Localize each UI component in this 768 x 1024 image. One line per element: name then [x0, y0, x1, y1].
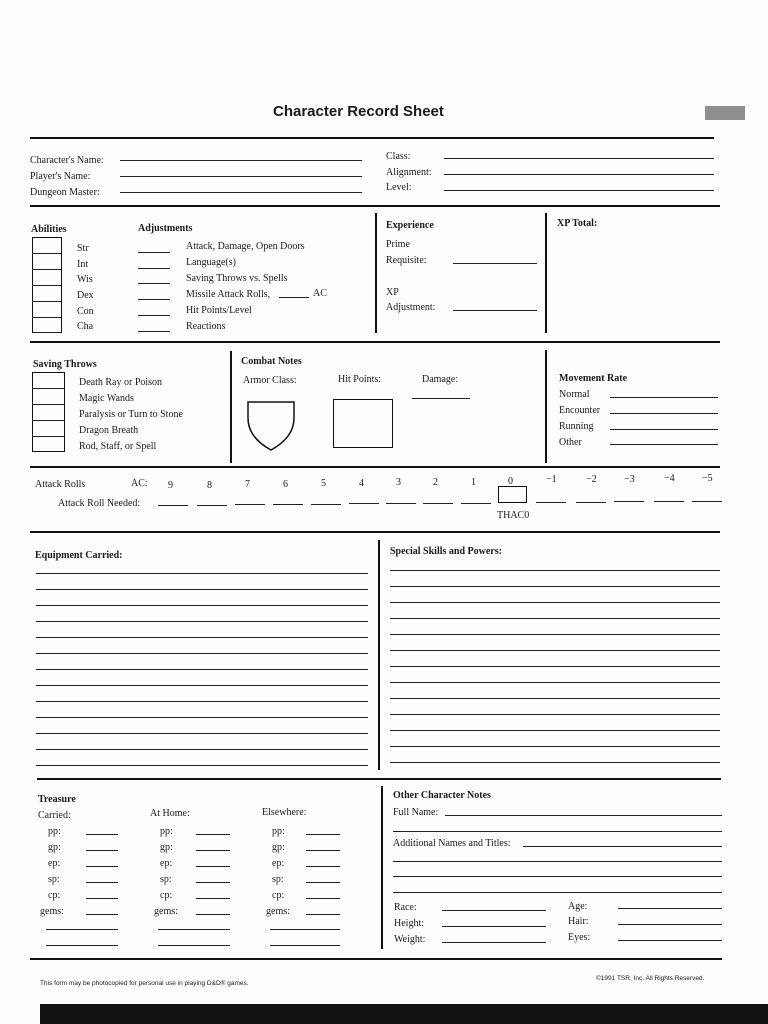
- gems-line[interactable]: [46, 945, 118, 946]
- class-field[interactable]: [444, 158, 714, 159]
- adjustment-label: Saving Throws vs. Spells: [186, 273, 288, 284]
- coin-field[interactable]: [306, 914, 340, 915]
- attack-roll-field[interactable]: [654, 501, 684, 502]
- adjustment-field[interactable]: [138, 268, 170, 269]
- attack-roll-field[interactable]: [692, 501, 722, 502]
- missile-ac-field[interactable]: [279, 297, 309, 298]
- movement-heading: Movement Rate: [559, 373, 628, 384]
- full-name-field[interactable]: [445, 815, 722, 816]
- coin-label: pp:: [272, 826, 285, 837]
- coin-label: gems:: [266, 906, 290, 917]
- ac-value: 6: [283, 479, 288, 490]
- attack-roll-field[interactable]: [311, 504, 341, 505]
- race-field[interactable]: [442, 910, 546, 911]
- coin-field[interactable]: [86, 914, 118, 915]
- dungeon-master-label: Dungeon Master:: [30, 187, 100, 198]
- ac-value: −3: [624, 474, 635, 485]
- divider: [381, 786, 383, 949]
- divider: [30, 205, 720, 207]
- treasure-column-label: At Home:: [150, 808, 190, 819]
- divider: [378, 540, 380, 770]
- hit-points-box[interactable]: [333, 399, 393, 448]
- divider: [230, 351, 232, 463]
- ac-value: 8: [207, 480, 212, 491]
- skills-line[interactable]: [390, 650, 720, 651]
- adjustment-field[interactable]: [138, 315, 170, 316]
- movement-field[interactable]: [610, 429, 718, 430]
- skills-line[interactable]: [390, 602, 720, 603]
- equipment-line[interactable]: [36, 733, 368, 734]
- ac-value: −4: [664, 473, 675, 484]
- gems-line[interactable]: [158, 929, 230, 930]
- movement-label: Other: [559, 437, 582, 448]
- coin-field[interactable]: [306, 882, 340, 883]
- equipment-line[interactable]: [36, 765, 368, 766]
- coin-label: gp:: [272, 842, 285, 853]
- weight-label: Weight:: [394, 934, 426, 945]
- saving-throw-boxes: [32, 372, 65, 452]
- divider: [37, 778, 721, 780]
- saving-throw-label: Paralysis or Turn to Stone: [79, 409, 183, 420]
- coin-label: sp:: [48, 874, 60, 885]
- equipment-heading: Equipment Carried:: [35, 550, 123, 561]
- height-field[interactable]: [442, 926, 546, 927]
- coin-label: ep:: [160, 858, 173, 869]
- coin-label: gp:: [48, 842, 61, 853]
- skills-heading: Special Skills and Powers:: [390, 546, 502, 557]
- treasure-column-label: Carried:: [38, 810, 71, 821]
- player-name-field[interactable]: [120, 176, 362, 177]
- coin-label: pp:: [48, 826, 61, 837]
- equipment-line[interactable]: [36, 637, 368, 638]
- saving-throws-heading: Saving Throws: [33, 359, 97, 370]
- ac-value: −5: [702, 473, 713, 484]
- movement-field[interactable]: [610, 413, 718, 414]
- divider: [545, 350, 547, 463]
- equipment-line[interactable]: [36, 573, 368, 574]
- race-label: Race:: [394, 902, 417, 913]
- xp-label: XP: [386, 287, 399, 298]
- coin-label: sp:: [272, 874, 284, 885]
- xp-adjustment-field[interactable]: [453, 310, 537, 311]
- coin-field[interactable]: [86, 850, 118, 851]
- attack-roll-field[interactable]: [461, 503, 491, 504]
- saving-throw-label: Dragon Breath: [79, 425, 139, 436]
- ac-value: 3: [396, 477, 401, 488]
- divider: [30, 341, 720, 343]
- treasure-column-label: Elsewhere:: [262, 807, 307, 818]
- equipment-line[interactable]: [36, 685, 368, 686]
- equipment-line[interactable]: [36, 669, 368, 670]
- coin-field[interactable]: [306, 850, 340, 851]
- page-title: Character Record Sheet: [273, 103, 444, 120]
- thaco-box[interactable]: [498, 486, 527, 503]
- divider: [545, 213, 547, 333]
- attack-roll-field[interactable]: [349, 503, 379, 504]
- combat-notes-heading: Combat Notes: [241, 356, 302, 367]
- other-notes-heading: Other Character Notes: [393, 790, 491, 801]
- weight-field[interactable]: [442, 942, 546, 943]
- abilities-heading: Abilities: [31, 224, 67, 235]
- equipment-line[interactable]: [36, 653, 368, 654]
- eyes-label: Eyes:: [568, 932, 591, 943]
- coin-label: sp:: [160, 874, 172, 885]
- coin-field[interactable]: [196, 866, 230, 867]
- ability-wis: Wis: [77, 274, 93, 285]
- coin-label: cp:: [48, 890, 61, 901]
- coin-field[interactable]: [86, 866, 118, 867]
- gems-line[interactable]: [270, 945, 340, 946]
- divider: [30, 958, 722, 960]
- ability-cha: Cha: [77, 321, 94, 332]
- notes-line[interactable]: [393, 861, 722, 862]
- divider: [30, 531, 720, 533]
- adjustment-label: Reactions: [186, 321, 226, 332]
- coin-field[interactable]: [86, 834, 118, 835]
- skills-line[interactable]: [390, 570, 720, 571]
- age-field[interactable]: [618, 908, 722, 909]
- attack-roll-field[interactable]: [423, 503, 453, 504]
- attack-rolls-label: Attack Rolls: [35, 479, 86, 490]
- saving-throw-label: Rod, Staff, or Spell: [79, 441, 157, 452]
- movement-label: Encounter: [559, 405, 601, 416]
- scan-edge: [40, 1004, 768, 1024]
- divider: [375, 213, 377, 333]
- coin-field[interactable]: [86, 898, 118, 899]
- equipment-line[interactable]: [36, 589, 368, 590]
- dungeon-master-field[interactable]: [120, 192, 362, 193]
- adjustment-label: Missile Attack Rolls,: [186, 289, 271, 300]
- saving-throw-label: Magic Wands: [79, 393, 134, 404]
- attack-roll-needed-label: Attack Roll Needed:: [58, 498, 141, 509]
- requisite-label: Requisite:: [386, 255, 427, 266]
- eyes-field[interactable]: [618, 940, 722, 941]
- coin-field[interactable]: [196, 834, 230, 835]
- skills-line[interactable]: [390, 666, 720, 667]
- skills-line[interactable]: [390, 714, 720, 715]
- coin-label: cp:: [160, 890, 173, 901]
- ac-value: 2: [433, 477, 438, 488]
- ac-value: 7: [245, 479, 250, 490]
- adjustment-field[interactable]: [138, 283, 170, 284]
- coin-field[interactable]: [196, 898, 230, 899]
- class-label: Class:: [386, 151, 411, 162]
- xp-total-label: XP Total:: [557, 218, 598, 229]
- ac-label: AC: [313, 288, 327, 299]
- coin-field[interactable]: [306, 898, 340, 899]
- ability-con: Con: [77, 306, 94, 317]
- armor-class-shield-icon[interactable]: [246, 400, 296, 452]
- character-name-field[interactable]: [120, 160, 362, 161]
- adjustment-field[interactable]: [138, 252, 170, 253]
- additional-names-field[interactable]: [523, 846, 722, 847]
- gems-line[interactable]: [46, 929, 118, 930]
- ac-value: 0: [508, 476, 513, 487]
- skills-line[interactable]: [390, 762, 720, 763]
- footer-notice: This form may be photocopied for personal use in playing D&D® games.: [40, 980, 249, 987]
- attack-roll-field[interactable]: [576, 502, 606, 503]
- xp-adjustment-label: Adjustment:: [386, 302, 436, 313]
- coin-field[interactable]: [306, 866, 340, 867]
- damage-field[interactable]: [412, 398, 470, 399]
- coin-field[interactable]: [196, 850, 230, 851]
- coin-label: ep:: [48, 858, 61, 869]
- character-name-label: Character's Name:: [30, 155, 104, 166]
- divider: [30, 466, 720, 468]
- player-name-label: Player's Name:: [30, 171, 91, 182]
- copyright: ©1991 TSR, Inc. All Rights Reserved.: [596, 975, 705, 982]
- ac-value: 9: [168, 480, 173, 491]
- coin-label: gems:: [154, 906, 178, 917]
- prime-label: Prime: [386, 239, 410, 250]
- ability-score-boxes: [32, 237, 62, 333]
- ability-str: Str: [77, 243, 89, 254]
- skills-line[interactable]: [390, 682, 720, 683]
- attack-roll-field[interactable]: [614, 501, 644, 502]
- ac-value: 5: [321, 478, 326, 489]
- level-field[interactable]: [444, 190, 714, 191]
- adjustments-heading: Adjustments: [138, 223, 193, 234]
- ac-value: 1: [471, 477, 476, 488]
- experience-heading: Experience: [386, 220, 434, 231]
- movement-field[interactable]: [610, 444, 718, 445]
- ability-int: Int: [77, 259, 89, 270]
- scan-edge: [705, 106, 745, 120]
- additional-names-label: Additional Names and Titles:: [393, 838, 511, 849]
- ac-value: 4: [359, 478, 364, 489]
- prime-requisite-field[interactable]: [453, 263, 537, 264]
- adjustment-label: Language(s): [186, 257, 236, 268]
- height-label: Height:: [394, 918, 424, 929]
- adjustment-label: Attack, Damage, Open Doors: [186, 241, 305, 252]
- ac-value: −2: [586, 474, 597, 485]
- attack-roll-field[interactable]: [197, 505, 227, 506]
- coin-label: gp:: [160, 842, 173, 853]
- coin-field[interactable]: [196, 914, 230, 915]
- gems-line[interactable]: [158, 945, 230, 946]
- thaco-label: THAC0: [497, 510, 530, 521]
- coin-label: gems:: [40, 906, 64, 917]
- gems-line[interactable]: [270, 929, 340, 930]
- armor-class-label: Armor Class:: [243, 375, 297, 386]
- coin-field[interactable]: [196, 882, 230, 883]
- attack-ac-label: AC:: [131, 478, 148, 489]
- coin-field[interactable]: [306, 834, 340, 835]
- equipment-line[interactable]: [36, 717, 368, 718]
- adjustment-field[interactable]: [138, 331, 170, 332]
- equipment-line[interactable]: [36, 749, 368, 750]
- attack-roll-field[interactable]: [158, 505, 188, 506]
- hit-points-label: Hit Points:: [338, 374, 382, 385]
- attack-roll-field[interactable]: [235, 504, 265, 505]
- saving-throw-label: Death Ray or Poison: [79, 377, 163, 388]
- divider: [30, 137, 714, 139]
- treasure-heading: Treasure: [38, 794, 76, 805]
- hair-field[interactable]: [618, 924, 722, 925]
- level-label: Level:: [386, 182, 412, 193]
- movement-label: Running: [559, 421, 594, 432]
- attack-roll-field[interactable]: [386, 503, 416, 504]
- skills-line[interactable]: [390, 634, 720, 635]
- hair-label: Hair:: [568, 916, 589, 927]
- skills-line[interactable]: [390, 698, 720, 699]
- coin-field[interactable]: [86, 882, 118, 883]
- age-label: Age:: [568, 901, 588, 912]
- attack-roll-field[interactable]: [536, 502, 566, 503]
- coin-label: cp:: [272, 890, 285, 901]
- ac-value: −1: [546, 474, 557, 485]
- adjustment-label: Hit Points/Level: [186, 305, 252, 316]
- equipment-line[interactable]: [36, 621, 368, 622]
- equipment-line[interactable]: [36, 701, 368, 702]
- skills-line[interactable]: [390, 730, 720, 731]
- skills-line[interactable]: [390, 586, 720, 587]
- alignment-label: Alignment:: [386, 167, 432, 178]
- movement-label: Normal: [559, 389, 590, 400]
- damage-label: Damage:: [422, 374, 459, 385]
- skills-line[interactable]: [390, 746, 720, 747]
- notes-line[interactable]: [393, 831, 722, 832]
- alignment-field[interactable]: [444, 174, 714, 175]
- movement-field[interactable]: [610, 397, 718, 398]
- ability-dex: Dex: [77, 290, 94, 301]
- attack-roll-field[interactable]: [273, 504, 303, 505]
- notes-line[interactable]: [393, 876, 722, 877]
- equipment-line[interactable]: [36, 605, 368, 606]
- coin-label: ep:: [272, 858, 285, 869]
- adjustment-field[interactable]: [138, 299, 170, 300]
- skills-line[interactable]: [390, 618, 720, 619]
- notes-line[interactable]: [393, 892, 722, 893]
- full-name-label: Full Name:: [393, 807, 439, 818]
- coin-label: pp:: [160, 826, 173, 837]
